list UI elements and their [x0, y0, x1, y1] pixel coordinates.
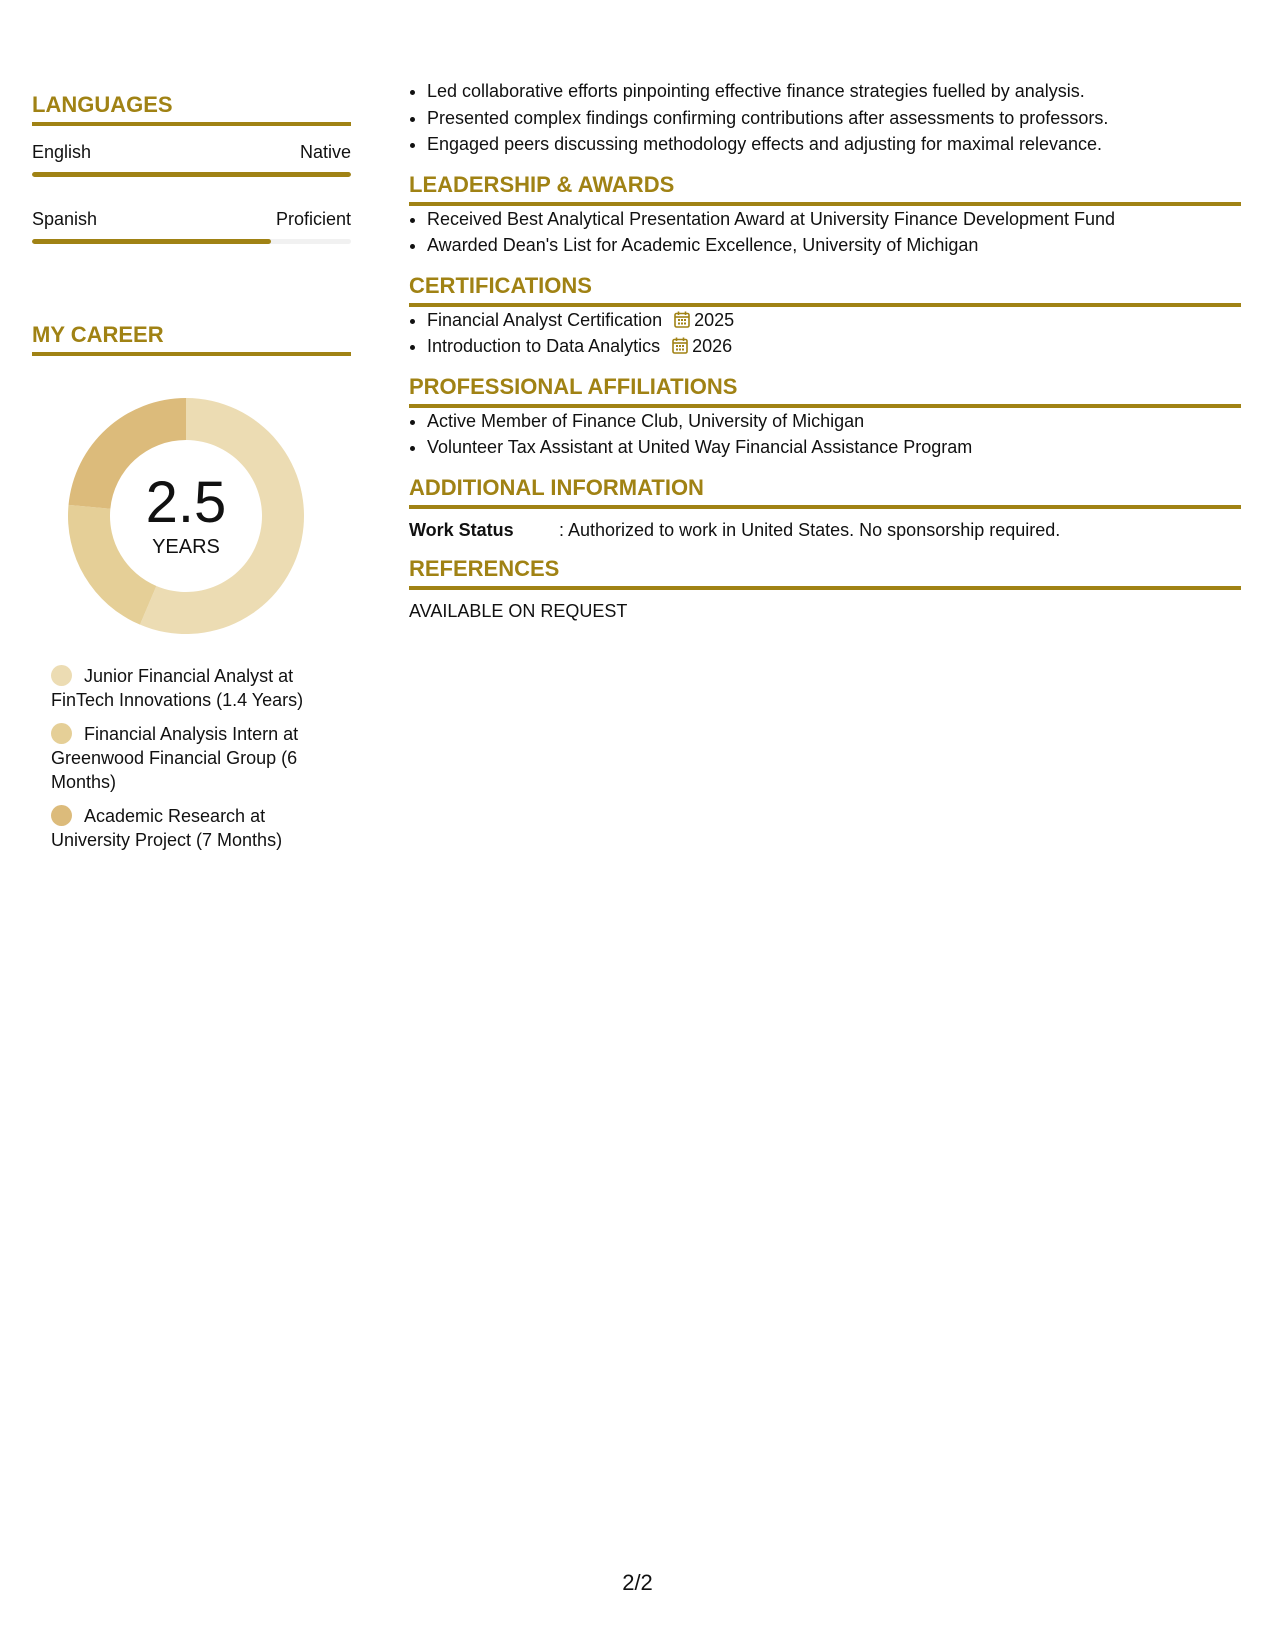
- legend-dot: [51, 805, 72, 826]
- calendar-icon: [674, 311, 690, 328]
- language-name: Spanish: [32, 209, 98, 229]
- list-item: • Led collaborative efforts pinpointing effective finance strategies fuelled by analysis.: [427, 78, 1241, 105]
- career-total: 2.5: [145, 470, 227, 535]
- legend-label: Junior Financial Analyst at FinTech Innovations (1.4 Years): [51, 666, 304, 710]
- legend-label: Financial Analysis Intern at Greenwood Financial Group (6 Months): [51, 724, 299, 792]
- work-status-label: Work Status: [409, 519, 514, 540]
- career-legend: [51, 664, 331, 852]
- language-item-spanish: [32, 207, 351, 244]
- references-title: REFERENCES: [409, 556, 1241, 590]
- career-unit: YEARS: [152, 536, 220, 558]
- legend-label: Academic Research at University Project (7 Months): [51, 806, 283, 850]
- list-item: • Received Best Analytical Presentation Award at University Finance Development Fund: [427, 206, 1241, 233]
- calendar-icon: [672, 337, 688, 354]
- certifications-section: [409, 273, 1241, 360]
- work-status-value: : Authorized to work in United States. No sponsorship required.: [559, 519, 1061, 540]
- language-bar: [32, 239, 351, 244]
- legend-dot: [51, 665, 72, 686]
- list-item: [427, 333, 1241, 360]
- language-level: Native: [299, 142, 351, 162]
- certification-name: Introduction to Data Analytics: [427, 336, 661, 356]
- right-column: [409, 78, 1241, 623]
- leadership-title: LEADERSHIP & AWARDS: [409, 172, 1241, 206]
- affiliations-title: PROFESSIONAL AFFILIATIONS: [409, 374, 1241, 408]
- languages-title: LANGUAGES: [32, 92, 351, 126]
- legend-item: [51, 664, 331, 712]
- certification-year: 2026: [692, 336, 733, 356]
- work-status-row: [409, 518, 1241, 542]
- page-number: 2/2: [622, 1570, 653, 1595]
- certifications-title: CERTIFICATIONS: [409, 273, 1241, 307]
- certification-name: Financial Analyst Certification: [427, 309, 663, 330]
- language-level: Proficient: [275, 209, 351, 229]
- legend-item: [51, 722, 331, 794]
- additional-title: ADDITIONAL INFORMATION: [409, 475, 1241, 509]
- language-bar-fill: [32, 172, 351, 177]
- language-name: English: [32, 142, 92, 162]
- references-text: AVAILABLE ON REQUEST: [409, 600, 628, 621]
- affiliations-section: [409, 374, 1241, 461]
- list-item: [427, 307, 1241, 334]
- left-column: [32, 92, 351, 862]
- experience-continued: [409, 78, 1241, 158]
- certification-year: 2025: [694, 309, 735, 330]
- list-item: • Engaged peers discussing methodology effects and adjusting for maximal relevance.: [427, 131, 1241, 158]
- career-section: [32, 322, 351, 852]
- legend-dot: [51, 723, 72, 744]
- language-bar: [32, 172, 351, 177]
- language-item-english: [32, 140, 351, 177]
- leadership-section: [409, 172, 1241, 259]
- references-section: [409, 556, 1241, 623]
- list-item: • Active Member of Finance Club, University of Michigan: [427, 408, 1241, 435]
- list-item: • Volunteer Tax Assistant at United Way Financial Assistance Program: [427, 434, 1241, 461]
- legend-item: [51, 804, 331, 852]
- list-item: • Presented complex findings confirming contributions after assessments to professors.: [427, 105, 1241, 132]
- career-donut: [66, 396, 306, 636]
- list-item: • Awarded Dean's List for Academic Excellence, University of Michigan: [427, 232, 1241, 259]
- language-bar-fill: [32, 239, 271, 244]
- additional-section: [409, 475, 1241, 542]
- career-title: MY CAREER: [32, 322, 351, 356]
